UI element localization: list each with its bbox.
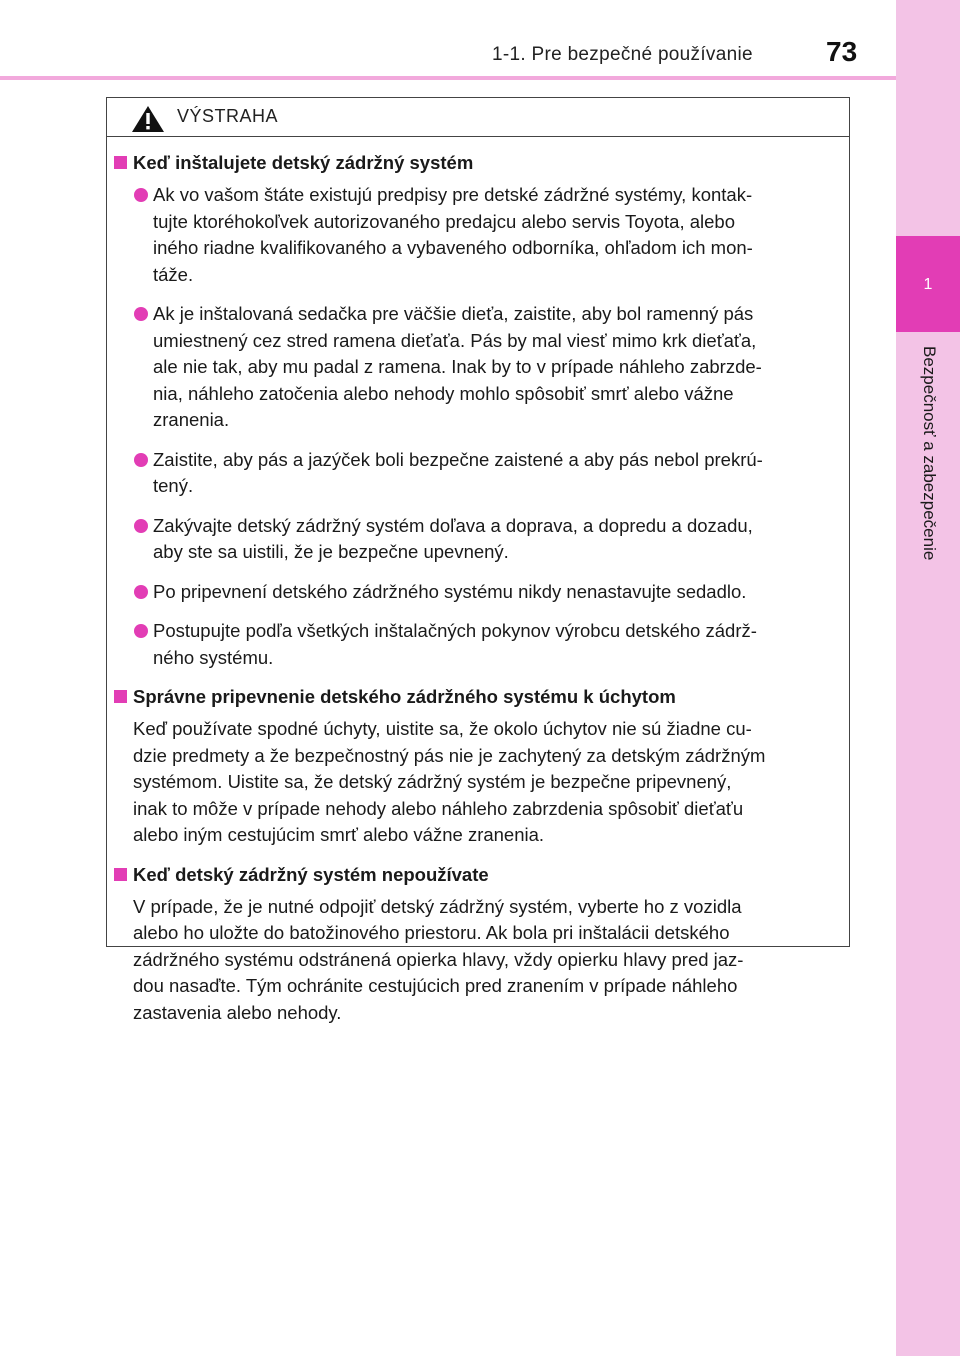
square-bullet-icon — [114, 868, 127, 881]
list-item-text: Zaistite, aby pás a jazýček boli bezpečne zaistené a aby pás nebol prekrú- tený. — [153, 448, 763, 496]
dot-bullet-icon — [134, 307, 148, 321]
list-item — [107, 513, 851, 566]
dot-bullet-icon — [134, 624, 148, 638]
chapter-title-wrap — [905, 346, 951, 606]
section-heading — [107, 150, 851, 176]
section-paragraph: Keď používate spodné úchyty, uistite sa, že okolo úchytov nie sú žiadne cu- dzie predmety a že bezpečnostný pás nie je zachytený za detským zádržným systémom. Uistite sa, že detský zádržný systém je bezpečne pripevnený, inak to môže v prípade nehody alebo náhleho zabrzdenia spôsobiť dieťaťu alebo iným cestujúcim smrť alebo vážne zranenia. — [133, 718, 766, 845]
chapter-title: Bezpečnosť a zabezpečenie — [920, 346, 939, 561]
dot-bullet-icon — [134, 188, 148, 202]
warning-label: VÝSTRAHA — [177, 106, 279, 126]
list-item — [107, 618, 851, 671]
warning-content — [107, 150, 851, 1039]
header-divider — [0, 76, 896, 80]
chapter-tab[interactable] — [896, 236, 960, 332]
list-item-text: Zakývajte detský zádržný systém doľava a doprava, a dopredu a dozadu, aby ste sa uistili, že je bezpečne upevnený. — [153, 514, 753, 562]
list-item-text: Po pripevnení detského zádržného systému nikdy nenastavujte sedadlo. — [153, 580, 747, 602]
side-tab — [896, 0, 960, 1356]
warning-box — [106, 97, 850, 1023]
section-heading-text: Správne pripevnenie detského zádržného systému k úchytom — [133, 686, 676, 707]
list-item-text: Ak vo vašom štáte existujú predpisy pre detské zádržné systémy, kontak- tujte ktoréhokoľvek autorizovaného predajcu alebo servis Toyota, alebo iného riadne kvalifikovaného a vybaveného odborníka, ohľadom ich mon- táže. — [153, 184, 753, 285]
section-paragraph: V prípade, že je nutné odpojiť detský zádržný systém, vyberte ho z vozidla alebo ho uložte do batožinového priestoru. Ak bola pri inštalácii detského zádržného systému odstránená opierka hlavy, vždy opierku hlavy pred jaz- dou nasaďte. Tým ochránite cestujúcich pred zranením v prípade náhleho zastavenia alebo nehody. — [133, 895, 744, 1023]
list-item — [107, 579, 851, 606]
dot-bullet-icon — [134, 585, 148, 599]
square-bullet-icon — [114, 690, 127, 703]
chapter-number: 1 — [923, 276, 933, 293]
section-heading — [107, 862, 851, 888]
section-heading-text: Keď detský zádržný systém nepoužívate — [133, 863, 489, 885]
list-item — [107, 447, 851, 500]
list-item-text: Postupujte podľa všetkých inštalačných pokynov výrobcu detského zádrž- ného systému. — [153, 620, 757, 668]
dot-bullet-icon — [134, 519, 148, 533]
dot-bullet-icon — [134, 453, 148, 467]
section-heading-text: Keď inštalujete detský zádržný systém — [133, 152, 474, 173]
list-item — [107, 301, 851, 434]
warning-header — [107, 98, 849, 137]
section-title: 1-1. Pre bezpečné používanie — [492, 44, 753, 65]
page-number: 73 — [826, 36, 858, 67]
section-heading — [107, 684, 851, 710]
warning-triangle-icon — [131, 105, 165, 133]
square-bullet-icon — [114, 156, 127, 169]
list-item-text: Ak je inštalovaná sedačka pre väčšie dieťa, zaistite, aby bol ramenný pás umiestnený cez stred ramena dieťaťa. Pás by mal viesť mimo krk dieťaťa, ale nie tak, aby mu padal z ramena. Inak by to v prípade náhleho zabrzde- nia, náhleho zatočenia alebo nehody mohlo spôsobiť smrť alebo vážne zranenia. — [153, 303, 762, 430]
list-item — [107, 182, 851, 288]
